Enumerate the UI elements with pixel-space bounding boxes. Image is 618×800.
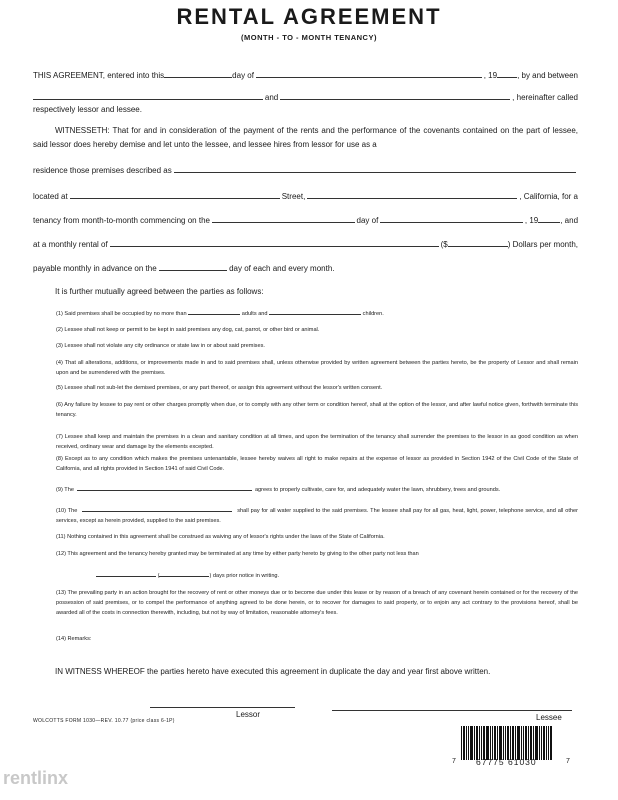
located-line	[33, 191, 578, 201]
date-day-blank[interactable]	[164, 70, 232, 78]
intro-text-hereinafter: , hereinafter called	[512, 93, 578, 102]
intro-text-a: THIS AGREEMENT, entered into this	[33, 71, 165, 80]
rental-per-month-text: ) Dollars per month,	[507, 240, 578, 249]
notice-days-number-blank[interactable]	[159, 571, 212, 579]
commencing-month-blank[interactable]	[380, 215, 523, 223]
payment-day-blank[interactable]	[159, 263, 227, 271]
children-count-blank[interactable]	[269, 309, 361, 315]
clause-7: (7) Lessee shall keep and maintain the premises in a clean and sanitary condition at all times, and upon the termination of the tenancy shall surrender the premises to the lessor in as good condition as when received, ordinary wear and damage by the elements excepted.	[56, 434, 578, 450]
water-party-blank[interactable]	[82, 506, 232, 512]
clause-12-notice	[96, 571, 279, 581]
paren-open: (	[157, 573, 160, 579]
clause-11: (11) Nothing contained in this agreement shall be construed as waiving any of lessor's rights under the laws of the State of California.	[56, 534, 385, 540]
grounds-party-blank[interactable]	[77, 485, 252, 491]
clause-3: (3) Lessee shall not violate any city ordinance or state law in or about said premises.	[56, 343, 265, 349]
tenancy-dayof-text: day of	[356, 216, 379, 225]
clause-12: (12) This agreement and the tenancy hereby granted may be terminated at any time by either party hereto by giving to the other party not less than	[56, 551, 419, 557]
lessee-signature-line[interactable]	[332, 710, 572, 711]
mutually-agreed-text: It is further mutually agreed between the parties as follows:	[55, 287, 264, 296]
clause-9-text-a: (9) The	[56, 487, 74, 493]
rental-line	[33, 239, 578, 249]
tenancy-year-text: , 19	[524, 216, 539, 225]
watermark: rentlinx	[3, 768, 69, 788]
barcode-right-digit: 7	[566, 758, 570, 765]
rental-dollar-text: ($	[440, 240, 448, 249]
lessee-name-blank[interactable]	[280, 92, 510, 100]
commencing-year-blank[interactable]	[538, 215, 560, 223]
clause-10-text-a: (10) The	[56, 508, 78, 514]
tenancy-line	[33, 215, 578, 225]
intro-text-c: , 19	[483, 71, 498, 80]
city-blank[interactable]	[307, 191, 517, 199]
form-number: WOLCOTTS FORM 1030—REV. 10.77 (price class 6-1P)	[33, 718, 175, 724]
premises-description-blank[interactable]	[174, 165, 576, 173]
barcode-left-digit: 7	[452, 758, 456, 765]
payable-text: payable monthly in advance on the	[33, 264, 157, 273]
clause-4: (4) That all alterations, additions, or improvements made in and to said premises shall, unless otherwise provided by written agreement between the parties hereto, be the property of Lessor and shall remain upon and be surrendered with the premises.	[56, 360, 578, 376]
adults-count-blank[interactable]	[188, 309, 240, 315]
document-subtitle: (MONTH - TO - MONTH TENANCY)	[241, 33, 377, 42]
clause-2: (2) Lessee shall not keep or permit to be kept in said premises any dog, cat, parrot, or other bird or animal.	[56, 327, 320, 333]
intro-line-1	[33, 70, 578, 80]
witness-statement: IN WITNESS WHEREOF the parties hereto have executed this agreement in duplicate the day and year first above written.	[55, 667, 491, 676]
street-text: Street,	[281, 192, 306, 201]
intro-line-3: respectively lessor and lessee.	[33, 105, 142, 114]
document-title: RENTAL AGREEMENT	[176, 4, 442, 29]
barcode-number: 67775 61030	[476, 757, 537, 767]
lessor-signature-line[interactable]	[150, 707, 295, 708]
clause-5: (5) Lessee shall not sub-let the demised premises, or any part thereof, or assign this agreement without the lessor's written consent.	[56, 385, 383, 391]
clause-13: (13) The prevailing party in an action brought for the recovery of rent or other moneys due or to become due under this lease or by reason of a breach of any covenant herein contained or for the recovery of the possession of said premises, or to compel the performance of anything agreed to be done herein, or to recover for damages to said property, or to enjoin any act contrary to the provisions hereof, shall be awarded all of the costs in connection therewith, including, but not by way of limitation, reasonable attorney's fees.	[56, 590, 578, 616]
california-text: , California, for a	[519, 192, 579, 201]
notice-days-words-blank[interactable]	[96, 571, 156, 577]
tenancy-text: tenancy from month-to-month commencing on the	[33, 216, 210, 225]
date-month-blank[interactable]	[256, 70, 482, 78]
intro-text-and: and	[264, 93, 279, 102]
lessee-label: Lessee	[536, 713, 562, 722]
intro-text-b: day of	[232, 71, 254, 80]
clause-14: (14) Remarks:	[56, 636, 92, 642]
rent-amount-blank[interactable]	[448, 239, 508, 247]
barcode	[461, 726, 571, 760]
located-text: located at	[33, 192, 68, 201]
witnesseth-paragraph: WITNESSETH: That for and in consideration of the payment of the rents and the performance of the covenants contained on the part of lessee, said lessor does hereby demise and let unto the lessee, and lessee hires from lessor for use as a	[33, 126, 578, 149]
clause-1-text-b: adults and	[241, 311, 268, 317]
clause-10-text-b: shall pay for all water supplied to the said premises. The lessee shall pay for all gas, heat, light, power, telephone service, and all other services, except as herein provided, supplied to the said premises.	[56, 508, 578, 524]
residence-text: residence those premises described as	[33, 166, 172, 175]
tenancy-and-text: , and	[560, 216, 579, 225]
clause-6: (6) Any failure by lessee to pay rent or other charges promptly when due, or to comply with any other term or condition hereof, shall at the option of the lessor, and after lawful notice given, forthwith terminate this tenancy.	[56, 402, 578, 418]
payable-line	[33, 263, 335, 273]
date-year-blank[interactable]	[497, 70, 517, 78]
clause-1-text-c: children.	[362, 311, 384, 317]
intro-line-2	[33, 92, 578, 102]
rent-words-blank[interactable]	[110, 239, 439, 247]
clause-1-text-a: (1) Said premises shall be occupied by no more than	[56, 311, 187, 317]
rental-text: at a monthly rental of	[33, 240, 108, 249]
intro-text-d: , by and between	[517, 71, 578, 80]
clause-9-text-b: agrees to properly cultivate, care for, and adequately water the lawn, shrubbery, trees and grounds.	[254, 487, 501, 493]
clause-1	[56, 309, 384, 319]
paren-close: )	[209, 573, 212, 579]
residence-line	[33, 165, 578, 175]
lessor-name-blank[interactable]	[33, 92, 263, 100]
commencing-day-blank[interactable]	[212, 215, 355, 223]
lessor-label: Lessor	[236, 710, 261, 719]
payable-text-b: day of each and every month.	[229, 264, 335, 273]
clause-8: (8) Except as to any condition which makes the premises untenantable, lessee hereby waives all right to make repairs at the expense of lessor as provided in Section 1942 of the Civil Code of the State of California, and all rights provided in Section 1941 of said Civil Code.	[56, 456, 578, 472]
clause-12-text-b: days prior notice in writing.	[212, 573, 280, 579]
clause-9	[56, 485, 578, 495]
clause-10	[56, 506, 578, 526]
address-number-blank[interactable]	[70, 191, 280, 199]
